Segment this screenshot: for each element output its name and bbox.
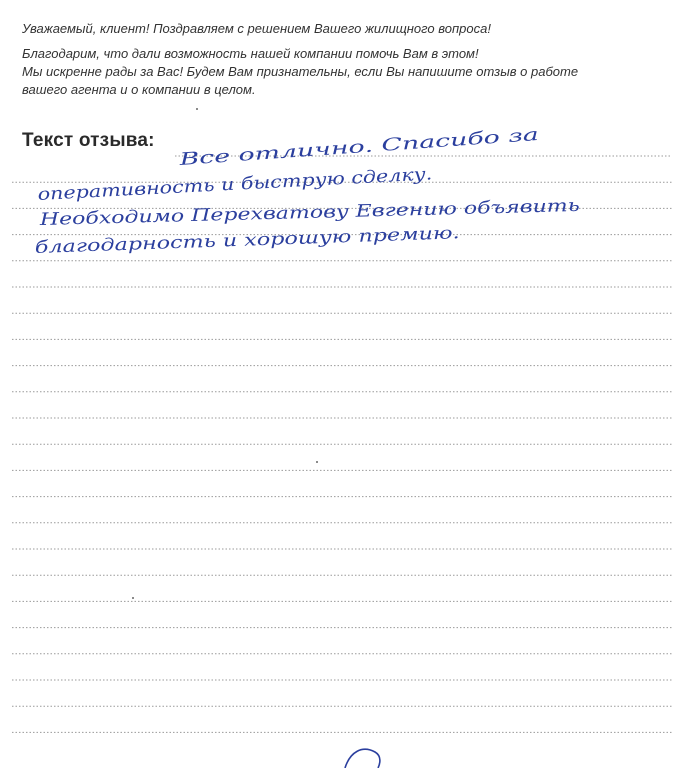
scan-speck	[316, 461, 318, 463]
review-heading: Текст отзыва:	[22, 130, 155, 151]
handwritten-line-4: благодарность и хорошую премию.	[34, 226, 360, 258]
handwritten-line-2: оперативность и быструю сделку.	[37, 168, 363, 205]
handwritten-line-1: Все отлично. Спасибо за	[178, 134, 409, 170]
intro-line-3: вашего агента и о компании в целом.	[22, 82, 256, 97]
intro-line-1: Благодарим, что дали возможность нашей компании помочь Вам в этом!	[22, 46, 479, 61]
handwritten-line-3: Необходимо Перехватову Евгению объявить	[39, 199, 457, 230]
greeting-text: Уважаемый, клиент! Поздравляем с решением Вашего жилищного вопроса!	[22, 21, 491, 36]
intro-line-2: Мы искренне рады за Вас! Будем Вам признательны, если Вы напишите отзыв о работе	[22, 64, 579, 79]
scan-speck	[132, 597, 134, 599]
signature-stroke	[345, 749, 380, 768]
scan-speck	[196, 108, 198, 110]
